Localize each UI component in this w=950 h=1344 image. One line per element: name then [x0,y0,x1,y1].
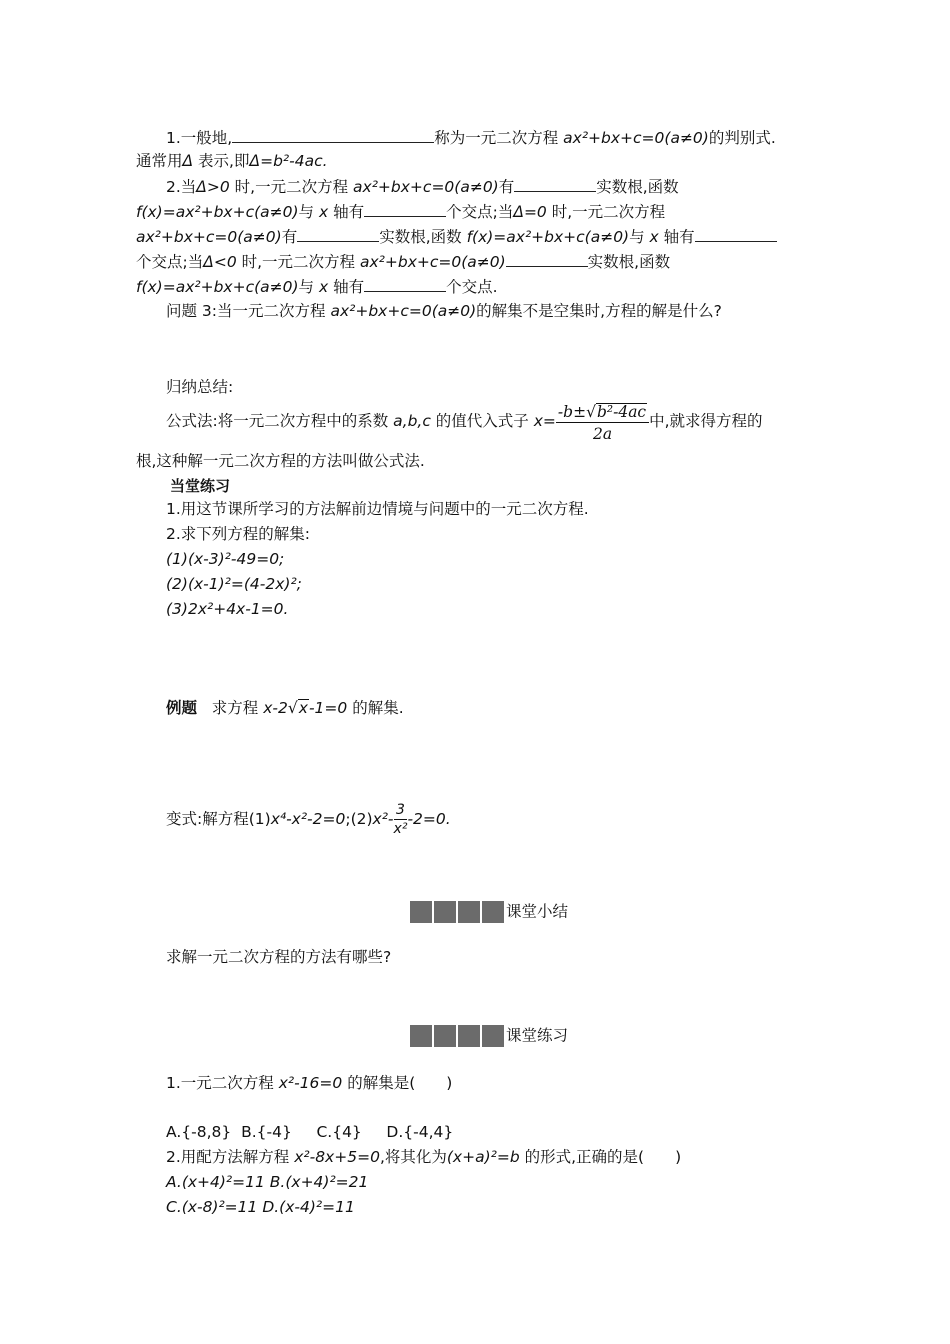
answer-blank[interactable] [514,175,596,192]
exercise-q2-options-cd: C.(x-8)²=11 D.(x-4)²=11 [166,1198,355,1216]
heading-bar [458,1025,480,1047]
heading-bar [410,901,432,923]
exercise-q1-options: A.{-8,8} B.{-4} C.{4} D.{-4,4} [166,1123,454,1141]
quadratic-formula: $\frac{\text{-b±√b²-4ac}}{2a}$ [556,402,649,445]
summary-title: 归纳总结: [166,378,234,396]
question-3: 问题 3:当一元二次方程 ax²+bx+c=0(a≠0)的解集不是空集时,方程的解是什么? [166,302,722,320]
discriminant-line-5: f(x)=ax²+bx+c(a≠0)与 x 轴有 个交点. [136,275,498,298]
answer-blank[interactable] [695,225,777,242]
discriminant-line-4: 个交点;当Δ<0 时,一元二次方程 ax²+bx+c=0(a≠0) 实数根,函数 [136,250,670,273]
heading-bar [410,1025,432,1047]
exercise-q1: 1.一元二次方程 x²-16=0 的解集是( ) [166,1074,453,1092]
definition-line-2: 通常用Δ 表示,即Δ=b²-4ac. [136,152,328,170]
heading-bar [434,1025,456,1047]
answer-blank[interactable] [297,225,379,242]
section-heading-summary: 课堂小结 [410,900,568,923]
answer-blank[interactable] [364,275,446,292]
summary-question: 求解一元二次方程的方法有哪些? [166,948,392,966]
formula-method-line: 公式法:将一元二次方程中的系数 a,b,c 的值代入式子 x= $\frac{\text{-b±√b²-4ac}}{2a}$ 中,就求得方程的 [166,403,763,443]
practice-eq3: (3)2x²+4x-1=0. [166,600,289,618]
practice-q2: 2.求下列方程的解集: [166,525,311,543]
heading-bar [482,901,504,923]
answer-blank[interactable] [364,200,446,217]
variant-line: 变式:解方程(1)x⁴-x²-2=0;(2)x²- $\frac{3}{\text{x²}}$ -2=0. [166,802,451,837]
discriminant-line-1: 2.当Δ>0 时,一元二次方程 ax²+bx+c=0(a≠0)有 实数根,函数 [166,175,679,198]
practice-title: 当堂练习 [170,477,231,495]
answer-blank[interactable] [506,250,588,267]
heading-bar [434,901,456,923]
exercise-q2-options-ab: A.(x+4)²=11 B.(x+4)²=21 [166,1173,369,1191]
variant-fraction: $\frac{3}{\text{x²}}$ [393,802,408,837]
heading-bar [458,901,480,923]
discriminant-line-2: f(x)=ax²+bx+c(a≠0)与 x 轴有 个交点;当Δ=0 时,一元二次方程 [136,200,665,223]
heading-bar [482,1025,504,1047]
discriminant-line-3: ax²+bx+c=0(a≠0)有 实数根,函数 f(x)=ax²+bx+c(a≠0)与 x 轴有 [136,225,777,248]
practice-q1: 1.用这节课所学习的方法解前边情境与问题中的一元二次方程. [166,500,589,518]
example-line: 例题 求方程 x-2√x-1=0 的解集. [166,699,404,717]
exercise-q2: 2.用配方法解方程 x²-8x+5=0,将其化为(x+a)²=b 的形式,正确的是( ) [166,1148,682,1166]
practice-eq2: (2)(x-1)²=(4-2x)²; [166,575,302,593]
practice-eq1: (1)(x-3)²-49=0; [166,550,285,568]
formula-method-line-2: 根,这种解一元二次方程的方法叫做公式法. [136,452,425,470]
answer-blank[interactable] [232,126,434,143]
definition-line-1: 1.一般地, 称为一元二次方程 ax²+bx+c=0(a≠0)的判别式. [166,126,776,149]
section-heading-practice: 课堂练习 [410,1024,568,1047]
